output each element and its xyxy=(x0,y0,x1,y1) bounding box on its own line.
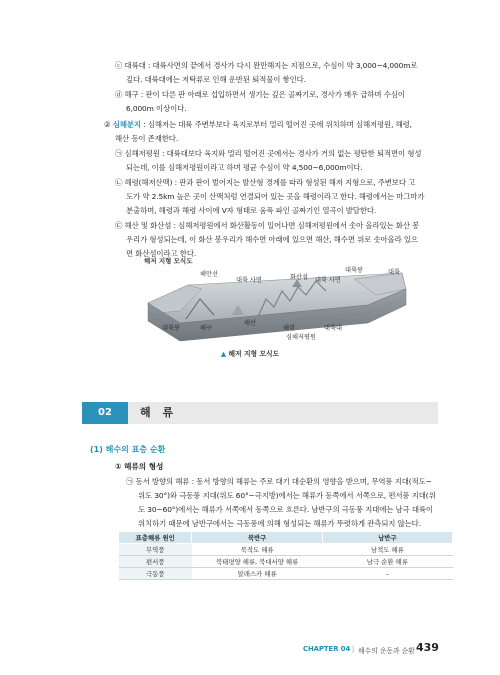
text-line: 대륙대 : 대륙사면의 끝에서 경사가 다시 완만해지는 지점으로, 수심이 약 3,000~4,000m로 xyxy=(124,61,418,70)
subheading-current-formation: ① 해류의 형성 xyxy=(115,462,164,471)
label-coastline: 해안선 xyxy=(200,271,218,278)
caption-marker: ▲ xyxy=(220,350,227,358)
page-footer xyxy=(0,641,500,661)
label-trench: 해구 xyxy=(200,325,212,332)
text-line: 해구 : 판이 다른 판 아래로 섭입하면서 생기는 깊은 골짜기로, 경사가 매우 급하며 수심이 xyxy=(124,90,405,99)
text-line: 도가 약 2.5km 높은 곳이 산맥처럼 연결되어 있는 곳을 해령이라고 한다. 해령에서는 마그마가 xyxy=(126,192,425,201)
seafloor-terrain-illustration xyxy=(140,265,412,345)
text-line: 되는데, 이를 심해저평원이라고 하며 평균 수심이 약 4,500~6,000m이다. xyxy=(126,163,363,172)
page-number: 439 xyxy=(416,641,439,654)
marker-b: ㉡ xyxy=(115,178,123,187)
text-line: 깊다. 대륙대에는 저탁류로 인해 운반된 퇴적물이 쌓인다. xyxy=(126,75,306,84)
marker-e: ㉢ xyxy=(115,221,123,230)
text-line: 위도 30°)와 극동풍 지대(위도 60°~극지방)에서는 해류가 동쪽에서 서쪽으로, 편서풍 지대(위 xyxy=(138,491,436,500)
text-line: 동서 방향의 해류 : 동서 방향의 해류는 주로 대기 대순환의 영향을 받으며, 무역풍 지대(적도~ xyxy=(135,477,432,486)
table-cell: 극동풍 xyxy=(119,568,192,580)
label-ridge: 해령 xyxy=(283,325,295,332)
text-line: 해산 및 화산섬 : 심해저평원에서 화산활동이 일어나면 심해저평원에서 솟아 올라있는 화산 봉 xyxy=(124,221,420,230)
marker-c: ⓒ xyxy=(115,61,123,70)
current-cause-table xyxy=(118,531,453,580)
text-line: 심해저평원 : 대륙대보다 육지와 멀리 떨어진 곳에서는 경사가 거의 없는 평탄한 퇴적면이 형성 xyxy=(124,149,422,158)
label-abyssal-plain: 심해저평원 xyxy=(286,334,316,341)
caption-text: 해저 지형 모식도 xyxy=(228,350,280,358)
figure-caption xyxy=(0,348,500,358)
table-cell: 북적도 해류 xyxy=(192,544,322,556)
paragraph-ridge xyxy=(115,176,415,190)
footer-separator: | xyxy=(352,645,355,653)
table-header: 북반구 xyxy=(192,532,322,544)
text-line: 해산 등이 존재한다. xyxy=(115,134,179,143)
text-line: 도 30~60°)에서는 해류가 서쪽에서 동쪽으로 흐른다. 남반구의 극동풍 지대에는 남극 대륙이 xyxy=(138,505,433,514)
section-header-bar xyxy=(82,402,438,424)
marker-a2: ㉠ xyxy=(126,477,134,486)
text-line: : 심해저는 대륙 주변부보다 육지로부터 멀리 떨어진 곳에 위치하며 심해저평원, 해령, xyxy=(140,120,412,129)
table-header-row xyxy=(119,532,453,544)
table-header: 남반구 xyxy=(322,532,452,544)
table-cell: 편서풍 xyxy=(119,556,192,568)
label-continental-rise: 대륙대 xyxy=(324,325,342,332)
label-seamount: 해산 xyxy=(244,320,256,327)
paragraph-abyssal-plain xyxy=(115,147,421,161)
seafloor-diagram xyxy=(140,265,412,345)
text-line: 우리가 형성되는데, 이 화산 봉우리가 해수면 아래에 있으면 해산, 해수면 위로 솟아올라 있으 xyxy=(126,235,418,244)
table-cell: 북태평양 해류, 북대서양 해류 xyxy=(192,556,322,568)
paragraph-deep-sea-basin xyxy=(104,118,412,132)
footer-chapter: CHAPTER 04 xyxy=(303,645,351,653)
table-cell: 남극 순환 해류 xyxy=(322,556,452,568)
text-line: 6,000m 이상이다. xyxy=(126,104,187,113)
text-line: 위치하기 때문에 남반구에서는 극동풍에 의해 형성되는 해류가 뚜렷하게 관측되지 않는다. xyxy=(138,519,421,528)
footer-chapter-title: 해수의 운동과 순환 xyxy=(358,647,415,655)
text-line: 분출하며, 해령과 해령 사이에 V자 형태로 움푹 파인 골짜기인 열곡이 발달한다. xyxy=(126,206,377,215)
table-row xyxy=(119,556,453,568)
table-row xyxy=(119,568,453,580)
figure-title: 해저 지형 모식도 xyxy=(144,257,193,265)
paragraph-east-west-currents xyxy=(126,475,432,489)
marker-d: ⓓ xyxy=(115,90,123,99)
table-cell: 무역풍 xyxy=(119,544,192,556)
label-continent: 대륙 xyxy=(388,269,400,276)
paragraph-continental-rise xyxy=(115,59,417,73)
paragraph-trench xyxy=(115,88,405,102)
table-row xyxy=(119,544,453,556)
term-deep-sea-basin: 심해분지 xyxy=(112,120,141,129)
label-continental-shelf-left: 대륙붕 xyxy=(162,325,180,332)
text-line: 면 화산섬이라고 한다. xyxy=(126,249,197,258)
text-line: 해령(해저산맥) : 판과 판이 벌어지는 발산형 경계를 따라 형성된 해저 지형으로, 주변보다 고 xyxy=(124,178,416,187)
section-title: 해 류 xyxy=(140,406,178,419)
marker-a: ㉠ xyxy=(115,149,123,158)
table-cell: – xyxy=(322,568,452,580)
marker-2: ② xyxy=(104,120,111,129)
section-number: 02 xyxy=(82,402,128,424)
label-continental-slope: 대륙 사면 xyxy=(236,277,262,284)
subheading-surface-circulation: (1) 해수의 표층 순환 xyxy=(90,445,166,454)
paragraph-seamount xyxy=(115,219,419,233)
table-cell: 알래스카 해류 xyxy=(192,568,322,580)
label-continental-slope-right: 대륙 사면 xyxy=(315,277,341,284)
label-volcanic-island: 화산섬 xyxy=(290,274,308,281)
label-continental-shelf-right: 대륙붕 xyxy=(345,267,363,274)
table-header: 표층해류 원인 xyxy=(119,532,192,544)
table-cell: 남적도 해류 xyxy=(322,544,452,556)
